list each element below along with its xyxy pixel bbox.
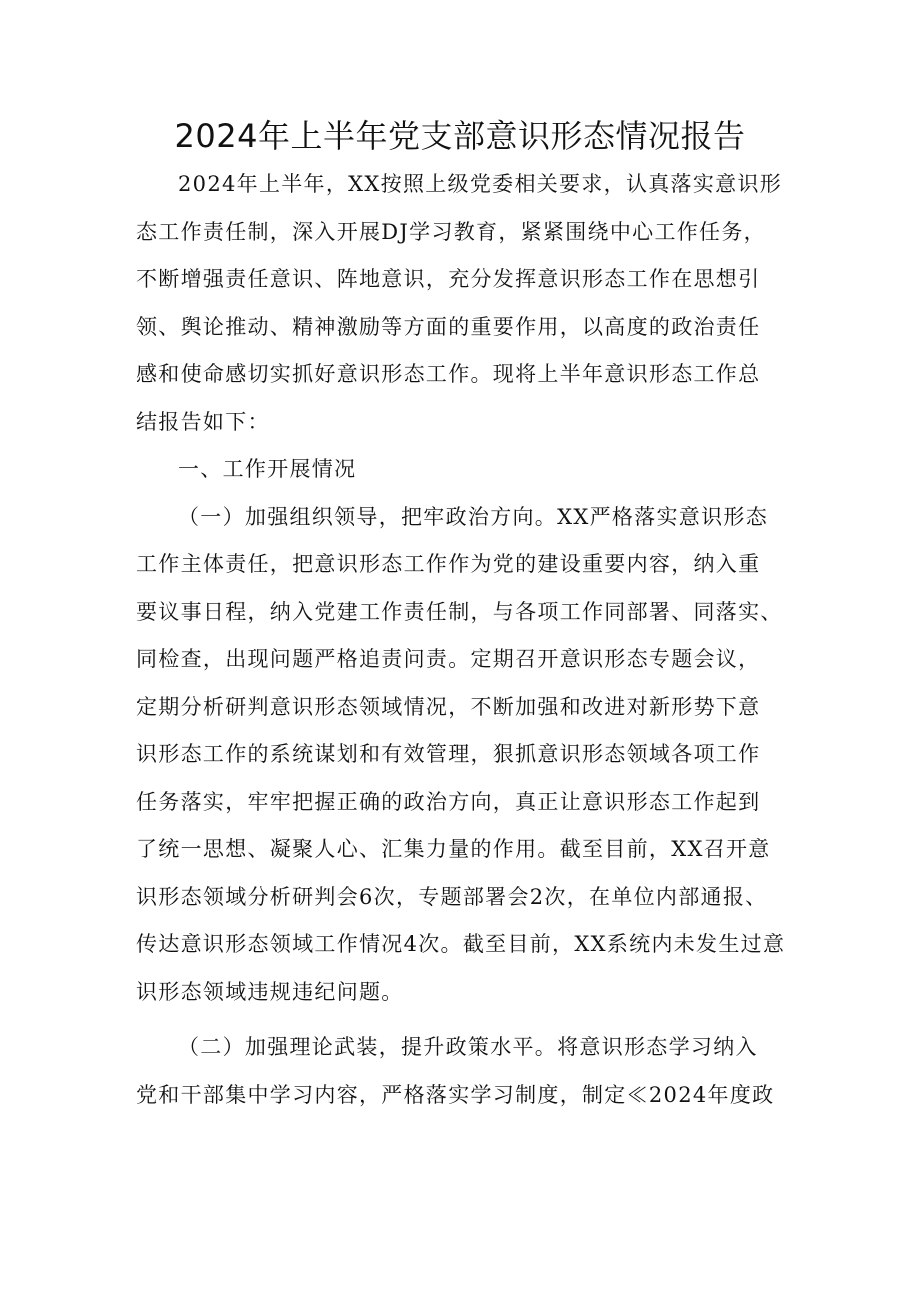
paragraph-line: 识形态领域分析研判会6次，专题部署会2次，在单位内部通报、 — [136, 884, 768, 909]
paragraph-line: 传达意识形态领域工作情况4次。截至目前，XX系统内未发生过意 — [136, 932, 786, 956]
paragraph-section-1 — [136, 494, 796, 1017]
paragraph-line: 工作主体责任，把意识形态工作作为党的建设重要内容，纳入重 — [136, 552, 761, 576]
paragraph-line: 2024年上半年，XX按照上级党委相关要求，认真落实意识形 — [178, 172, 783, 196]
section-heading — [136, 446, 796, 494]
paragraph-line: （一）加强组织领导，把牢政治方向。XX严格落实意识形态 — [178, 504, 768, 529]
paragraph-line: 了统一思想、凝聚人心、汇集力量的作用。截至目前，XX召开意 — [136, 837, 771, 861]
paragraph-line: 不断增强责任意识、阵地意识，充分发挥意识形态工作在思想引 — [136, 267, 761, 291]
paragraph-intro — [136, 161, 796, 446]
paragraph-section-2 — [136, 1024, 796, 1119]
paragraph-line: 领、舆论推动、精神激励等方面的重要作用，以高度的政治责任 — [136, 314, 761, 339]
paragraph-line: 党和干部集中学习内容，严格落实学习制度，制定≪2024年度政 — [136, 1082, 775, 1107]
paragraph-line: （二）加强理论武装，提升政策水平。将意识形态学习纳入 — [178, 1035, 758, 1059]
paragraph-line: 识形态领域违规违纪问题。 — [136, 979, 404, 1004]
document-title: 2024年上半年党支部意识形态情况报告 — [174, 117, 746, 155]
paragraph-line: 任务落实，牢牢把握正确的政治方向，真正让意识形态工作起到 — [136, 789, 761, 814]
paragraph-line: 感和使命感切实抓好意识形态工作。现将上半年意识形态工作总 — [136, 362, 761, 386]
section-heading-line: 一、工作开展情况 — [178, 457, 357, 481]
paragraph-line: 定期分析研判意识形态领域情况，不断加强和改进对新形势下意 — [136, 694, 761, 719]
paragraph-line: 同检查，出现问题严格追责问责。定期召开意识形态专题会议， — [136, 647, 761, 671]
paragraph-line: 识形态工作的系统谋划和有效管理，狠抓意识形态领域各项工作 — [136, 742, 761, 766]
paragraph-line: 要议事日程，纳入党建工作责任制，与各项工作同部署、同落实、 — [136, 599, 783, 624]
paragraph-line: 结报告如下： — [136, 409, 270, 434]
document-body — [136, 161, 796, 1119]
paragraph-line: 态工作责任制，深入开展DJ学习教育，紧紧围绕中心工作任务， — [136, 219, 766, 244]
